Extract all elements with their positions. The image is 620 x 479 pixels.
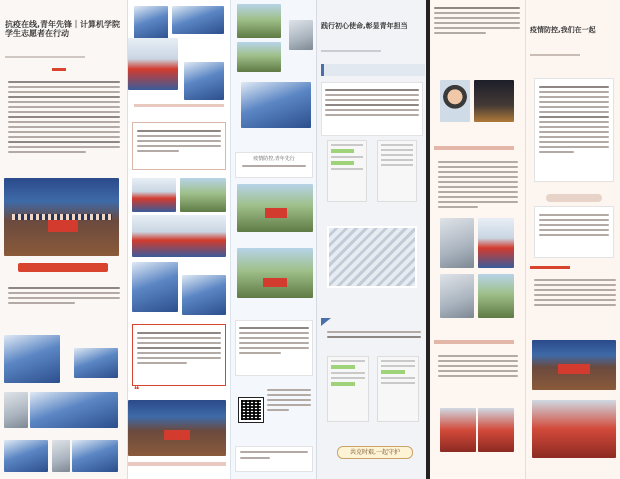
qr-caption <box>267 386 311 414</box>
volunteer-photo <box>532 400 616 458</box>
chat-screenshot <box>289 20 313 50</box>
text-card <box>534 78 614 182</box>
volunteer-photo <box>182 275 226 315</box>
volunteer-photo <box>4 335 60 383</box>
volunteer-photo <box>440 408 476 452</box>
article-panel-7 <box>525 0 620 479</box>
corner-marker <box>321 318 331 326</box>
qr-code-icon <box>239 398 263 422</box>
text-card <box>321 82 423 136</box>
text-card <box>132 122 226 170</box>
meta-line <box>321 50 381 52</box>
chat-screenshot <box>327 356 369 422</box>
volunteer-photo <box>172 6 224 34</box>
volunteer-photo <box>128 38 178 90</box>
article-title: 抗疫在线,青年先锋｜计算机学院学生志愿者在行动 <box>5 20 121 38</box>
supplies-photo <box>327 226 417 288</box>
volunteer-photo <box>440 274 474 318</box>
body-text-block <box>438 158 518 211</box>
section-pill <box>546 194 602 202</box>
body-text-block <box>8 78 120 156</box>
article-panel-2 <box>128 0 230 479</box>
volunteer-photo <box>237 248 313 298</box>
portrait-photo <box>440 80 470 122</box>
volunteer-photo <box>52 440 70 472</box>
meta-line <box>5 56 85 58</box>
section-header <box>434 340 514 344</box>
body-text-block <box>327 328 421 341</box>
text-card <box>235 320 313 376</box>
volunteer-photo <box>237 184 313 232</box>
group-photo-hall <box>4 178 119 256</box>
article-title: 践行初心使命,彰显青年担当 <box>321 22 408 30</box>
divider-bar-icon <box>52 68 66 71</box>
volunteer-photo <box>132 262 178 312</box>
body-text-block <box>438 352 518 380</box>
slogan-pill-button[interactable]: 共克时艰,一起守护 <box>337 446 413 459</box>
chat-screenshot <box>377 140 417 202</box>
divider-bar-icon <box>128 462 226 466</box>
chat-screenshot <box>327 140 367 202</box>
volunteer-photo <box>184 62 224 100</box>
caption-text: 疫情防控,青年先行 <box>253 156 295 162</box>
body-text-block <box>8 284 120 307</box>
caption-box <box>235 152 313 178</box>
volunteer-photo <box>132 215 226 257</box>
volunteer-photo <box>134 6 168 40</box>
article-panel-1 <box>0 0 128 479</box>
volunteer-photo <box>72 440 118 472</box>
article-panel-6 <box>430 0 525 479</box>
article-panel-4 <box>316 0 426 479</box>
volunteer-photo <box>478 408 514 452</box>
volunteer-photo <box>237 4 281 38</box>
article-panel-3 <box>230 0 316 479</box>
footer-box <box>235 446 313 472</box>
night-photo <box>474 80 514 122</box>
volunteer-photo <box>4 392 28 428</box>
section-header <box>434 146 514 150</box>
text-card <box>534 206 614 258</box>
section-header <box>321 64 425 76</box>
volunteer-photo <box>237 42 281 72</box>
group-photo-hall <box>532 340 616 390</box>
quote-card <box>132 324 226 386</box>
group-photo-hall <box>128 400 226 456</box>
volunteer-photo <box>180 178 226 212</box>
volunteer-photo <box>30 392 118 428</box>
volunteer-photo <box>478 274 514 318</box>
quote-mark-icon: ❝ <box>134 385 140 396</box>
article-title: 疫情防控,我们在一起 <box>530 26 596 34</box>
divider-bar-icon <box>134 104 224 107</box>
volunteer-photo <box>478 218 514 268</box>
section-banner <box>18 263 108 272</box>
body-text-block <box>534 276 616 309</box>
volunteer-photo <box>74 348 118 378</box>
volunteer-photo <box>132 178 176 212</box>
volunteer-photo <box>4 440 48 472</box>
volunteer-photo <box>440 218 474 268</box>
chat-screenshot <box>377 356 419 422</box>
header-text <box>434 4 520 37</box>
volunteer-photo <box>241 82 311 128</box>
meta-line <box>530 54 580 56</box>
section-header <box>530 266 570 269</box>
